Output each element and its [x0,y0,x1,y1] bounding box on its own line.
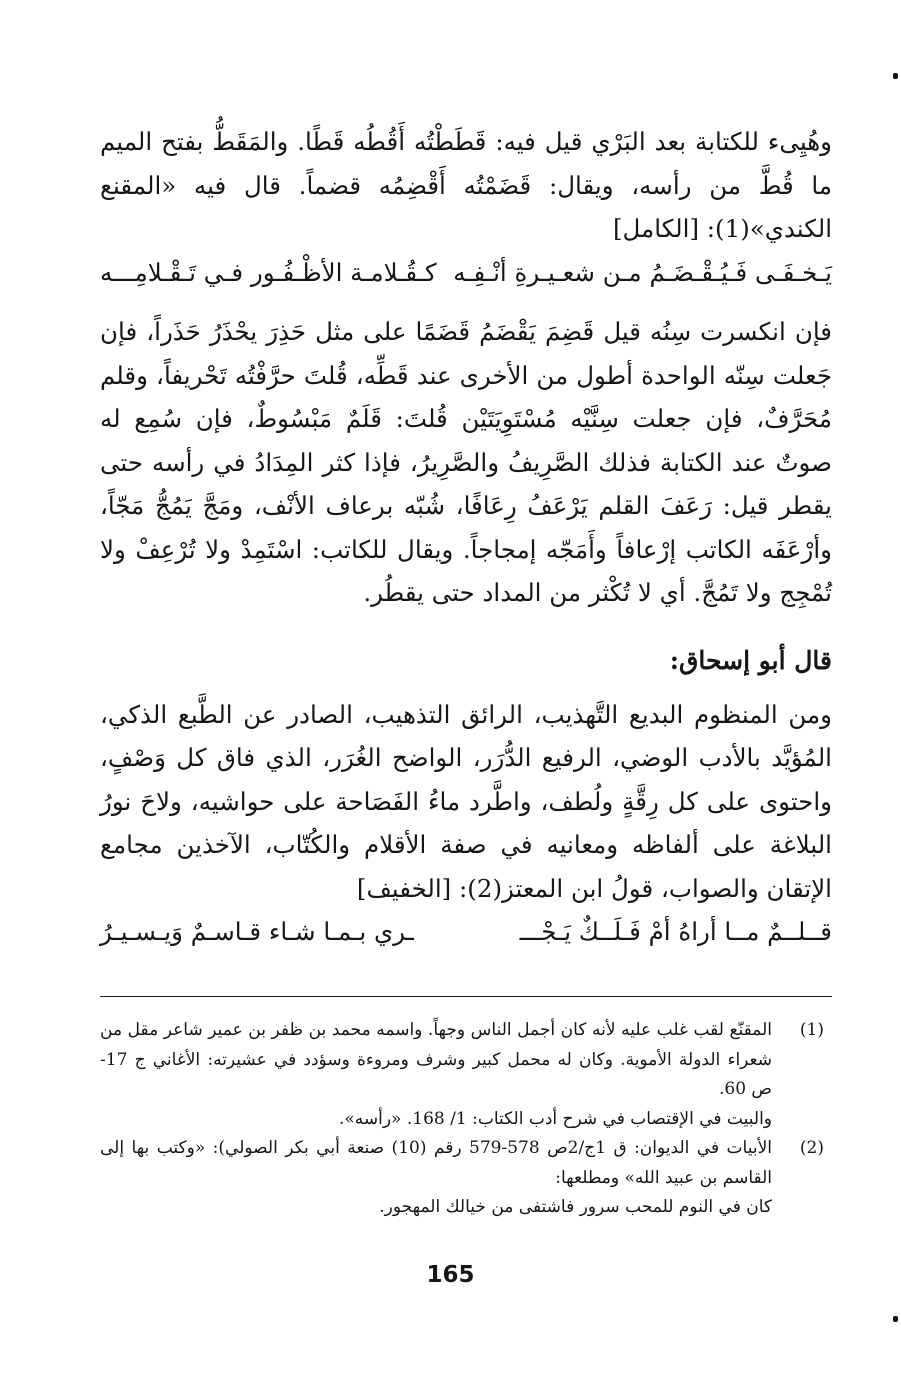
footnote-number: (2) [799,1138,824,1158]
footnote-extra: والبيت في الإقتصاب في شرح أدب الكتاب: 1/ 168. «رأسه». [338,1108,772,1129]
footnote-item [100,1016,832,1134]
verse-first-hemistich: يَـخـفَـى فَـيُـقْـضَـمُ مـن شعـيـرةِ أنْـفِـه [453,257,832,287]
verse-second-hemistich: ـري بـمـا شـاء قـاسـمٌ وَيـسـيـرُ [100,917,414,946]
footnote-text: الأبيات في الديوان: ق 1ج/2ص 578-579 رقم (10) صنعة أبي بكر الصولي): «وكتب بها إلى القاسم بن عبيد الله» ومطلعها: [100,1138,772,1188]
paragraph-intro: وهُيِىء للكتابة بعد البَرْي قيل فيه: قَطَطْتُه أَقُطُه قَطًا. والمَقَطُّ بفتح الميم ما قُطَّ من رأسه، ويقال: قَضَمْتُه أَقْضِمُه قضماً. قال فيه «المقنع الكندي»(1): [الكامل] [100,127,832,243]
page-number: 165 [426,1262,475,1288]
verse-second-hemistich: كـقُـلامـة الأظْـفُـور فـي تَـقْـلامِـــه [100,257,437,287]
paragraph-pen-terms: فإن انكسرت سِنُه قيل قَضِمَ يَقْضَمُ قَضَمًا على مثل حَذِرَ يحْذَرُ حَذَراً، فإن جَعلت سِنّه الواحدة أطول من الأخرى عند قَطِّه، قُلتَ حرَّفْتُه تَحْريفاً، وقلم مُحَرَّفٌ، فإن جعلت سِنَّيْه مُسْتَوِيَتَيْن قُلتَ: قَلَمٌ مَبْسُوطٌ، فإن سُمِع له صوتٌ عند الكتابة فذلك الصَّرِيفُ والصَّرِيرُ، فإذا كثر المِدَادُ في رأسه حتى يقطر قيل: رَعَفَ القلم يَرْعَفُ رِعَافًا، شُبّه برعاف الأنْف، ومَجَّ يَمُجُّ مَجّاً، وأرْعَفَه الكاتب إرْعافاً وأَمَجّه إمجاجاً. ويقال للكاتب: اسْتَمِدْ ولا تُرْعِفْ ولا تُمْجِج ولا تَمُجَّ. أي لا تُكْثر من المداد حتى يقطُر. [100,317,832,607]
verse-first-hemistich: قــلــمٌ مــا أراهُ أمْ فَـلَــكٌ يَـجْـــ [519,917,832,946]
scan-mark [893,1316,898,1322]
scan-mark [893,73,898,79]
footnote-item [100,1134,832,1223]
footnotes [100,1016,832,1223]
main-text [100,120,832,954]
section-heading: قال أبو إسحاق: [669,645,832,675]
verse-kindi [100,251,832,295]
footnote-extra: كان في النوم للمحب سرور فاشتفى من خيالك المهجور. [379,1197,772,1217]
footnote-number: (1) [799,1020,824,1040]
paragraph-praise: ومن المنظوم البديع التَّهذيب، الرائق التذهيب، الصادر عن الطَّبع الذكي، المُؤيَّد بالأدب الوضي، الرفيع الدُّرَر، الواضح الغُرَر، الذي فاق كل وَصْفٍ، واحتوى على كل رِقَّةٍ ولُطف، واطَّرد ماءُ الفَصَاحة على حواشيه، ولاحَ نورُ البلاغة على ألفاظه ومعانيه في صفة الأقلام والكُتّاب، الآخذين مجامع الإتقان والصواب، قولُ ابن المعتز(2): [الخفيف] [100,699,832,903]
footnote-divider [100,996,832,997]
verse-ibn-mutazz [100,910,832,954]
footnote-text: المقنّع لقب غلب عليه لأنه كان أجمل الناس وجهاً. واسمه محمد بن ظفر بن عمير شاعر مقل من شعراء الدولة الأموية. وكان له محمل كبير وشرف ومروءة وسؤدد في عشيرته: الأغاني ج 17- ص 60. [100,1020,772,1099]
